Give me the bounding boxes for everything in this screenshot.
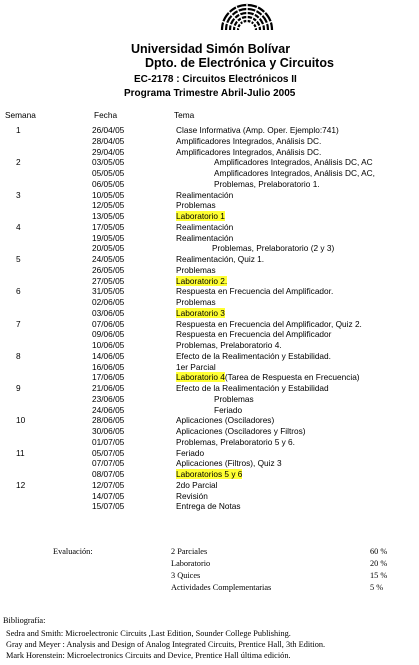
topic-text: Problemas, Prelaboratorio 4.: [176, 340, 282, 350]
table-row: [0, 179, 419, 190]
table-row: [0, 211, 419, 222]
topic-cell: [176, 426, 306, 437]
topic-text: Problemas: [176, 264, 216, 275]
topic-text: 1er Parcial: [176, 361, 216, 372]
course-title: EC-2178 : Circuitos Electrónicos II: [134, 74, 297, 85]
topic-cell: [176, 297, 216, 308]
week-cell: 1: [16, 125, 21, 135]
topic-cell: [176, 480, 218, 491]
table-row: [0, 308, 419, 319]
table-row: [0, 276, 419, 287]
topic-cell: [176, 147, 321, 158]
topic-text: Entrega de Notas: [176, 501, 241, 512]
lab-highlight: Laboratorios 5 y 6: [176, 469, 243, 479]
topic-cell: [176, 211, 225, 222]
week-cell: 12: [16, 479, 26, 490]
topic-text: Problemas: [214, 393, 254, 404]
column-header-topic: Tema: [174, 110, 195, 120]
topic-cell: [214, 394, 254, 405]
topic-cell: [176, 265, 216, 276]
bibliography-item: Gray and Meyer : Analysis and Design of Analog Integrated Circuits, Prentice Hall, 3th Edition.: [6, 640, 326, 649]
date-cell: 19/05/05: [92, 232, 125, 243]
topic-cell: [176, 458, 282, 469]
topic-cell: [176, 200, 216, 211]
topic-text: Amplificadores Integrados, Análisis DC, AC,: [214, 168, 375, 178]
table-row: [0, 190, 419, 201]
topic-text: Problemas: [176, 297, 216, 307]
topic-cell: [176, 383, 329, 394]
table-row: [0, 329, 419, 340]
date-cell: 21/06/05: [92, 383, 125, 393]
table-row: [0, 480, 419, 491]
table-row: [0, 200, 419, 211]
topic-cell: [176, 501, 241, 512]
topic-cell: [176, 437, 295, 448]
table-row: [0, 469, 419, 480]
week-cell: 6: [16, 286, 21, 297]
table-row: [0, 157, 419, 168]
topic-text: Respuesta en Frecuencia del Amplificador: [176, 329, 332, 340]
date-cell: 27/05/05: [92, 275, 125, 286]
topic-cell: [214, 157, 373, 168]
topic-cell: [176, 351, 331, 362]
table-row: [0, 448, 419, 459]
topic-cell: [176, 329, 331, 340]
topic-cell: [214, 179, 320, 190]
week-cell: 8: [16, 350, 21, 361]
date-cell: 14/06/05: [92, 350, 125, 361]
date-cell: 23/06/05: [92, 393, 125, 404]
evaluation-label: Evaluación:: [53, 547, 93, 556]
week-cell: 3: [16, 189, 21, 200]
topic-text: Aplicaciones (Osciladores): [176, 415, 275, 426]
lab-highlight: Laboratorio 2.: [176, 275, 228, 286]
week-cell: 7: [16, 318, 21, 329]
evaluation-item-name: 2 Parciales: [171, 547, 208, 556]
topic-text: Efecto de la Realimentación y Estabilidad.: [176, 350, 331, 361]
evaluation-item-percent: 5 %: [370, 583, 384, 592]
column-header-week: Semana: [5, 110, 36, 120]
date-cell: 02/06/05: [92, 297, 125, 307]
lab-highlight: Laboratorio 3: [176, 307, 225, 318]
table-row: [0, 147, 419, 158]
bibliography-item: Mark Horenstein: Microelectronics Circuits and Device, Prentice Hall última edición.: [6, 651, 291, 660]
topic-cell: [176, 125, 339, 136]
date-cell: 12/07/05: [92, 479, 125, 490]
date-cell: 26/05/05: [92, 264, 125, 275]
date-cell: 24/05/05: [92, 254, 125, 264]
topic-cell: [176, 286, 333, 297]
date-cell: 24/06/05: [92, 404, 125, 415]
week-cell: 11: [16, 447, 25, 458]
evaluation-item-name: Actividades Complementarias: [171, 583, 272, 592]
table-row: [0, 297, 419, 308]
topic-text: Clase Informativa (Amp. Oper. Ejemplo:741): [176, 125, 339, 135]
evaluation-item-percent: 60 %: [370, 547, 388, 556]
topic-text: Aplicaciones (Filtros), Quiz 3: [176, 458, 282, 469]
table-row: [0, 243, 419, 254]
date-cell: 29/04/05: [92, 146, 125, 157]
topic-cell: [176, 469, 242, 480]
table-row: [0, 501, 419, 512]
university-logo: [218, 2, 276, 32]
topic-text: Realimentación: [176, 221, 234, 232]
topic-text: Realimentación, Quiz 1.: [176, 254, 265, 264]
date-cell: 05/05/05: [92, 168, 125, 178]
topic-cell: [212, 243, 334, 254]
topic-text: Feriado: [176, 447, 205, 458]
date-cell: 12/05/05: [92, 200, 125, 211]
table-row: [0, 136, 419, 147]
week-cell: 9: [16, 383, 21, 393]
bibliography-item: Sedra and Smith: Microelectronic Circuits ,Last Edition, Sounder College Publishing.: [6, 629, 291, 638]
topic-cell: [176, 136, 321, 147]
topic-text: Efecto de la Realimentación y Estabilidad: [176, 383, 329, 393]
date-cell: 07/07/05: [92, 458, 125, 469]
date-cell: 09/06/05: [92, 329, 125, 340]
table-row: [0, 351, 419, 362]
date-cell: 01/07/05: [92, 436, 125, 447]
date-cell: 30/06/05: [92, 426, 125, 436]
topic-suffix: (Tarea de Respuesta en Frecuencia): [224, 372, 360, 383]
evaluation-item-name: Laboratorio: [171, 559, 211, 568]
topic-text: Problemas, Prelaboratorio 1.: [214, 178, 320, 189]
university-name: Universidad Simón Bolívar: [131, 42, 291, 56]
topic-cell: [176, 362, 216, 373]
week-cell: 5: [16, 254, 21, 264]
table-row: [0, 254, 419, 265]
table-row: [0, 372, 419, 383]
table-row: [0, 168, 419, 179]
topic-cell: [176, 491, 208, 502]
topic-cell: [176, 372, 360, 383]
topic-text: Problemas, Prelaboratorio (2 y 3): [212, 243, 335, 254]
date-cell: 16/06/05: [92, 361, 125, 372]
topic-text: Revisión: [176, 490, 208, 501]
topic-cell: [176, 340, 282, 351]
topic-text: Aplicaciones (Osciladores y Filtros): [176, 426, 306, 436]
date-cell: 17/05/05: [92, 221, 125, 232]
topic-text: Realimentación: [176, 189, 234, 200]
topic-cell: [176, 190, 233, 201]
evaluation-item-percent: 20 %: [370, 559, 388, 568]
topic-text: Respuesta en Frecuencia del Amplificador, Quiz 2.: [176, 318, 362, 329]
date-cell: 31/05/05: [92, 286, 125, 297]
table-row: [0, 265, 419, 276]
date-cell: 28/06/05: [92, 415, 125, 426]
table-row: [0, 286, 419, 297]
table-row: [0, 415, 419, 426]
week-cell: 10: [16, 415, 26, 426]
topic-text: 2do Parcial: [176, 479, 218, 490]
table-row: [0, 426, 419, 437]
topic-cell: [176, 222, 233, 233]
topic-cell: [176, 233, 233, 244]
table-row: [0, 362, 419, 373]
table-row: [0, 125, 419, 136]
date-cell: 17/06/05: [92, 372, 125, 383]
topic-cell: [176, 319, 362, 330]
lab-highlight: Laboratorio 4: [176, 372, 225, 383]
date-cell: 15/07/05: [92, 501, 125, 512]
topic-cell: [176, 415, 274, 426]
date-cell: 28/04/05: [92, 135, 125, 146]
table-row: [0, 458, 419, 469]
program-title: Programa Trimestre Abril-Julio 2005: [124, 88, 296, 99]
topic-text: Amplificadores Integrados, Análisis DC, AC: [214, 157, 373, 168]
topic-text: Feriado: [214, 404, 243, 415]
date-cell: 20/05/05: [92, 243, 125, 254]
topic-text: Respuesta en Frecuencia del Amplificador.: [176, 286, 334, 297]
topic-cell: [176, 276, 227, 287]
date-cell: 13/05/05: [92, 211, 125, 221]
topic-text: Problemas: [176, 200, 216, 211]
topic-cell: [214, 168, 375, 179]
column-header-date: Fecha: [94, 110, 118, 120]
table-row: [0, 437, 419, 448]
table-row: [0, 319, 419, 330]
table-row: [0, 383, 419, 394]
week-cell: 2: [16, 157, 21, 168]
topic-cell: [176, 308, 225, 319]
evaluation-item-name: 3 Quices: [171, 571, 201, 580]
topic-cell: [176, 254, 264, 265]
date-cell: 07/06/05: [92, 318, 125, 329]
table-row: [0, 340, 419, 351]
department-name: Dpto. de Electrónica y Circuitos: [145, 56, 334, 70]
bibliography-label: Bibliografía:: [3, 616, 46, 625]
topic-text: Problemas, Prelaboratorio 5 y 6.: [176, 436, 295, 447]
topic-text: Amplificadores Integrados, Análisis DC.: [176, 135, 322, 146]
date-cell: 10/06/05: [92, 340, 125, 350]
date-cell: 03/06/05: [92, 307, 125, 318]
topic-text: Realimentación: [176, 232, 234, 243]
table-row: [0, 491, 419, 502]
table-row: [0, 233, 419, 244]
week-cell: 4: [16, 221, 21, 232]
topic-text: Amplificadores Integrados, Análisis DC.: [176, 146, 322, 157]
date-cell: 14/07/05: [92, 490, 125, 501]
date-cell: 05/07/05: [92, 447, 125, 458]
table-row: [0, 405, 419, 416]
date-cell: 08/07/05: [92, 469, 125, 479]
evaluation-item-percent: 15 %: [370, 571, 388, 580]
table-row: [0, 222, 419, 233]
date-cell: 06/05/05: [92, 178, 125, 189]
topic-cell: [214, 405, 242, 416]
date-cell: 26/04/05: [92, 125, 125, 135]
topic-cell: [176, 448, 204, 459]
lab-highlight: Laboratorio 1: [176, 211, 225, 221]
table-row: [0, 394, 419, 405]
date-cell: 03/05/05: [92, 157, 125, 168]
date-cell: 10/05/05: [92, 189, 125, 200]
